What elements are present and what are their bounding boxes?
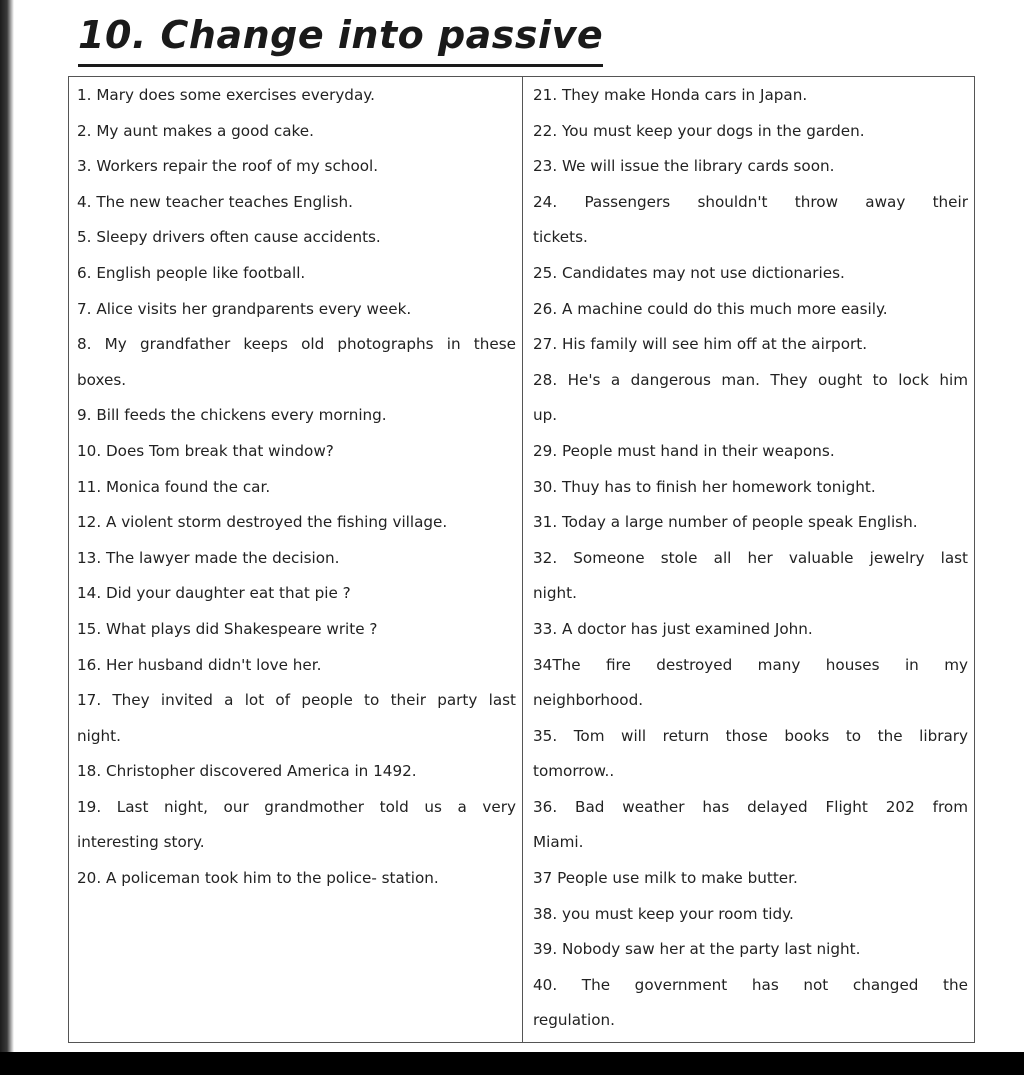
sentence-line: Miami.	[533, 833, 584, 852]
sentence-line: 22. You must keep your dogs in the garden.	[533, 121, 865, 140]
left-column	[69, 77, 523, 1042]
sentence-line: 1. Mary does some exercises everyday.	[77, 86, 375, 104]
sentence-line: regulation.	[533, 1011, 615, 1030]
sentence-line: 8. My grandfather keeps old photographs in these	[77, 335, 516, 354]
sentence-line: neighborhood.	[533, 691, 644, 710]
sentence-line: 20. A policeman took him to the police- station.	[77, 869, 439, 888]
photo-edge-shadow	[0, 0, 14, 1052]
sentence-line: 31. Today a large number of people speak English.	[533, 513, 918, 532]
sentence-line: 39. Nobody saw her at the party last night.	[533, 940, 861, 959]
sentence-line: 34The fire destroyed many houses in my	[533, 655, 968, 674]
sentence-line: 2. My aunt makes a good cake.	[77, 121, 314, 140]
sentence-line: tickets.	[533, 228, 588, 247]
sentence-line: 17. They invited a lot of people to their party last	[77, 691, 516, 710]
right-column	[523, 77, 974, 1042]
sentence-line: interesting story.	[77, 833, 205, 852]
sentence-line: 13. The lawyer made the decision.	[77, 548, 340, 567]
sentence-line: 19. Last night, our grandmother told us a very	[77, 797, 516, 816]
sentence-line: 16. Her husband didn't love her.	[77, 655, 322, 674]
sentence-line: 30. Thuy has to finish her homework tonight.	[533, 477, 876, 496]
sentence-line: 35. Tom will return those books to the library	[533, 726, 968, 745]
sentence-line: 14. Did your daughter eat that pie ?	[77, 584, 351, 603]
sentence-line: 7. Alice visits her grandparents every week.	[77, 299, 412, 318]
sentence-line: 23. We will issue the library cards soon.	[533, 157, 835, 176]
sentence-line: 40. The government has not changed the	[533, 975, 968, 994]
sentence-line: 38. you must keep your room tidy.	[533, 904, 794, 923]
sentence-line: 29. People must hand in their weapons.	[533, 441, 835, 460]
sentence-line: 3. Workers repair the roof of my school.	[77, 157, 379, 176]
sentence-line: night.	[533, 584, 577, 603]
sentence-line: 21. They make Honda cars in Japan.	[533, 86, 808, 104]
sentence-line: 6. English people like football.	[77, 263, 306, 282]
sentence-line: 37 People use milk to make butter.	[533, 869, 798, 888]
sentence-line: 25. Candidates may not use dictionaries.	[533, 263, 845, 282]
sentence-line: 27. His family will see him off at the airport.	[533, 335, 868, 354]
sentence-line: 15. What plays did Shakespeare write ?	[77, 619, 378, 638]
sentence-line: 4. The new teacher teaches English.	[77, 192, 353, 211]
sentence-line: 26. A machine could do this much more easily.	[533, 299, 888, 318]
sentence-line: 28. He's a dangerous man. They ought to lock him	[533, 370, 968, 389]
sentence-line: up.	[533, 406, 558, 425]
sentence-line: night.	[77, 726, 121, 745]
sentence-line: 33. A doctor has just examined John.	[533, 619, 813, 638]
sentence-line: 12. A violent storm destroyed the fishing village.	[77, 513, 448, 532]
page-title: 10. Change into passive	[78, 6, 603, 67]
exercise-table	[68, 76, 975, 1043]
sentence-line: 32. Someone stole all her valuable jewelry last	[533, 548, 968, 567]
sentence-line: boxes.	[77, 370, 127, 389]
sentence-line: 11. Monica found the car.	[77, 477, 271, 496]
sentence-line: 5. Sleepy drivers often cause accidents.	[77, 228, 381, 247]
sentence-line: tomorrow..	[533, 762, 615, 781]
sentence-line: 10. Does Tom break that window?	[77, 441, 334, 460]
sentence-line: 24. Passengers shouldn't throw away their	[533, 192, 968, 211]
sentence-line: 18. Christopher discovered America in 1492.	[77, 762, 417, 781]
sentence-line: 36. Bad weather has delayed Flight 202 from	[533, 797, 968, 816]
sentence-line: 9. Bill feeds the chickens every morning.	[77, 406, 387, 425]
